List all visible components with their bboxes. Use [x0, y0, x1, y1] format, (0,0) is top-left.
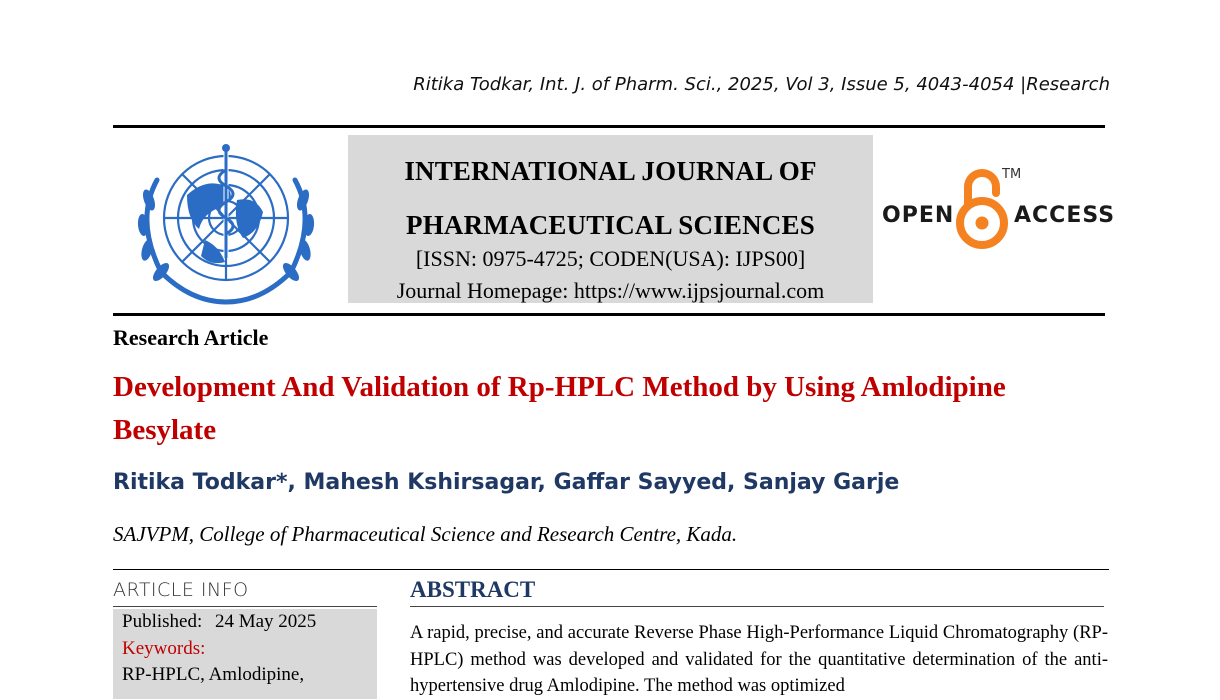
published-row: [122, 611, 316, 633]
trademark-mark: TM: [1002, 167, 1022, 182]
article-info-underline: [113, 606, 377, 607]
article-type-label: Research Article: [113, 325, 269, 350]
published-label: Published:: [122, 611, 203, 632]
top-rule: [113, 125, 1105, 128]
open-access-left-text: OPEN: [882, 203, 955, 228]
abstract-text: A rapid, precise, and accurate Reverse Phase High-Performance Liquid Chromatography (RP-HPLC) method was developed and validated for the quantitative determination of the anti-hypertensive drug Amlodipine. The method was optimized: [410, 623, 1108, 696]
journal-issn: [ISSN: 0975-4725; CODEN(USA): IJPS00]: [415, 246, 806, 271]
published-date: 24 May 2025: [214, 611, 317, 632]
journal-banner: [348, 135, 873, 303]
running-head: Ritika Todkar, Int. J. of Pharm. Sci., 2025, Vol 3, Issue 5, 4043-4054 |Research: [413, 74, 1110, 95]
keywords-text: RP-HPLC, Amlodipine,: [122, 664, 305, 685]
bottom-rule: [113, 313, 1105, 316]
article-title: Development And Validation of Rp-HPLC Method by Using Amlodipine Besylate: [113, 371, 1006, 446]
author-list: Ritika Todkar*, Mahesh Kshirsagar, Gaffar Sayyed, Sanjay Garje: [113, 470, 900, 495]
keywords-label: Keywords:: [122, 638, 206, 659]
abstract-heading: ABSTRACT: [410, 577, 536, 602]
affiliation: SAJVPM, College of Pharmaceutical Science and Research Centre, Kada.: [113, 522, 738, 546]
journal-name-line1: INTERNATIONAL JOURNAL OF: [404, 156, 817, 186]
section-divider: [113, 569, 1109, 570]
article-info-heading: ARTICLE INFO: [113, 579, 249, 601]
journal-homepage: Journal Homepage: https://www.ijpsjournal.com: [396, 278, 825, 303]
abstract-underline: [410, 606, 1104, 607]
open-lock-icon: [952, 165, 1012, 251]
un-emblem-logo: [127, 140, 325, 306]
open-access-logo: [880, 165, 1116, 255]
article-info-box: [113, 609, 377, 699]
open-access-right-text: ACCESS: [1014, 203, 1116, 228]
journal-name-line2: PHARMACEUTICAL SCIENCES: [406, 210, 815, 240]
